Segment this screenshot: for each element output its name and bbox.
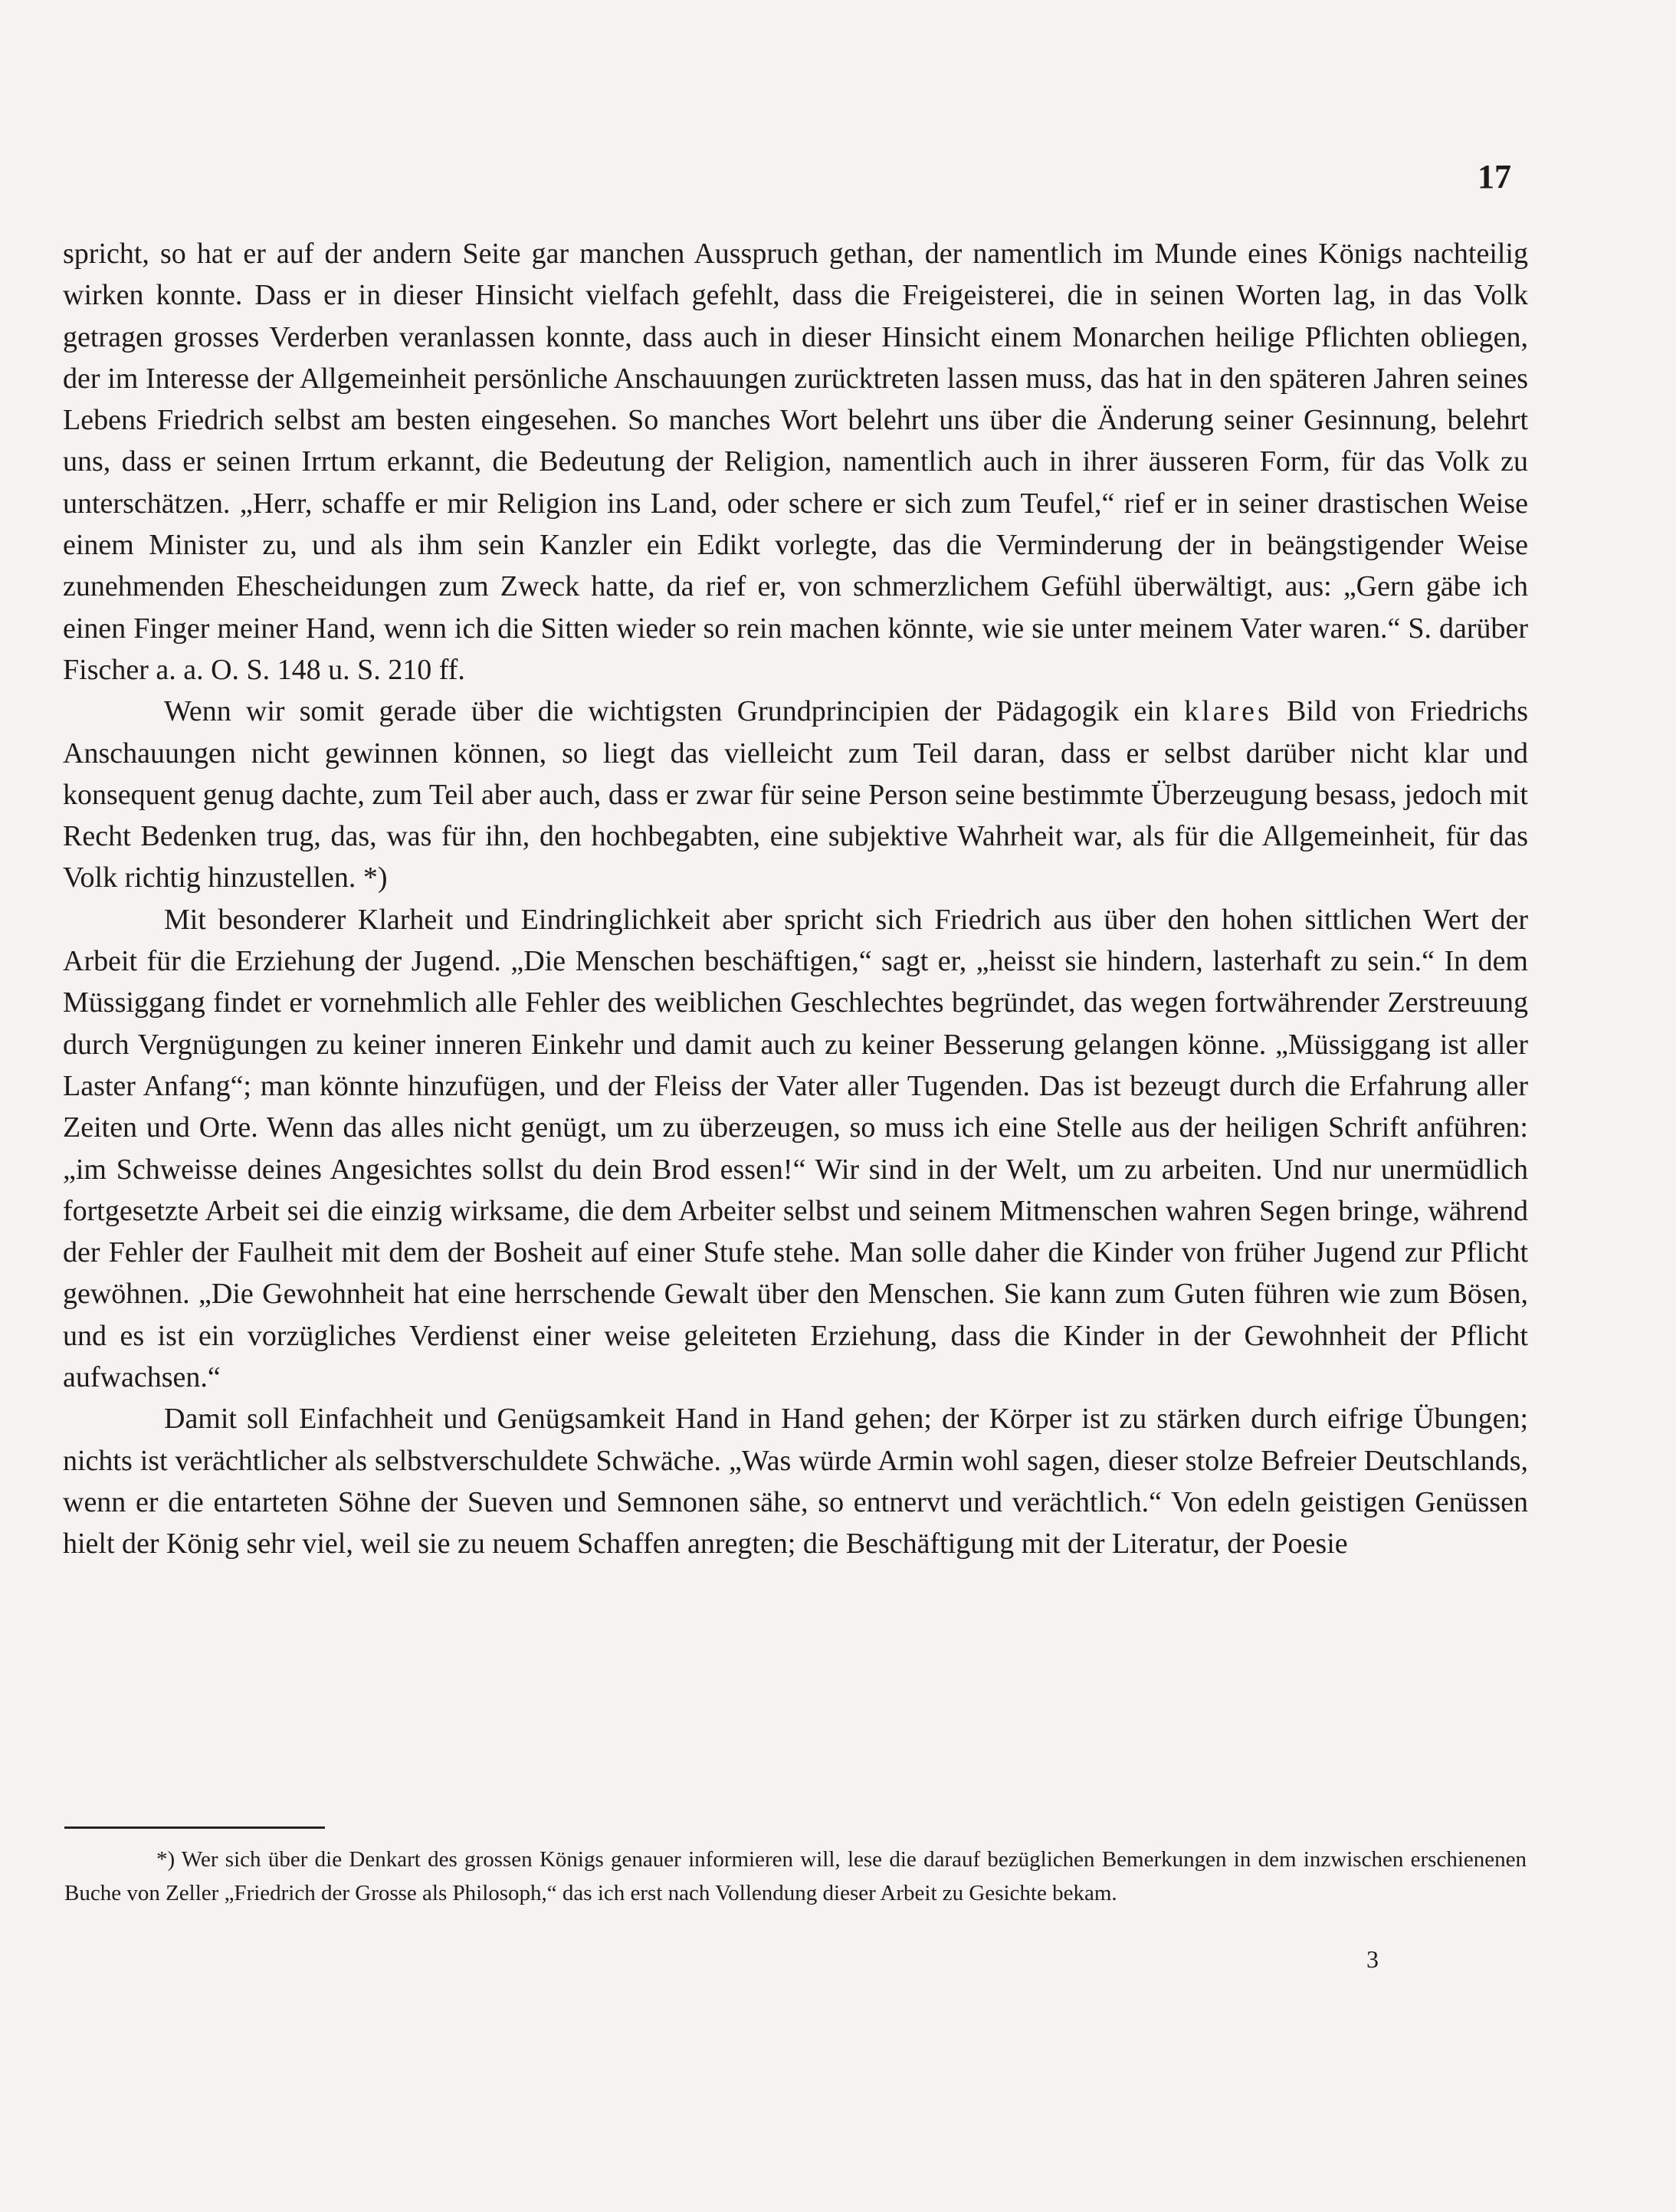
paragraph-2-text-before: Wenn wir somit gerade über die wichtigsten Grundprincipien der Pädagogik ein (164, 695, 1185, 728)
paragraph-3: Mit besonderer Klarheit und Eindringlichkeit aber spricht sich Friedrich aus über den hohen sittlichen Wert der Arbeit für die Erziehung der Jugend. „Die Menschen beschäftigen,“ sagt er, „heisst sie hindern, lasterhaft zu sein.“ In dem Müssiggang findet er vornehmlich alle Fehler des weiblichen Geschlechtes begründet, das wegen fortwährender Zerstreuung durch Vergnügungen zu keiner inneren Einkehr und damit auch zu keiner Besserung gelangen könne. „Müssiggang ist aller Laster Anfang“; man könnte hinzufügen, und der Fleiss der Vater aller Tugenden. Das ist bezeugt durch die Erfahrung aller Zeiten und Orte. Wenn das alles nicht genügt, um zu überzeugen, so muss ich eine Stelle aus der heiligen Schrift anführen: „im Schweisse deines Angesichtes sollst du dein Brod essen!“ Wir sind in der Welt, um zu arbeiten. Und nur unermüdlich fortgesetzte Arbeit sei die einzig wirksame, die dem Arbeiter selbst und seinem Mitmenschen wahren Segen bringe, während der Fehler der Faulheit mit dem der Bosheit auf einer Stufe stehe. Man solle daher die Kinder von früher Jugend zur Pflicht gewöhnen. „Die Gewohnheit hat eine herrschende Gewalt über den Menschen. Sie kann zum Guten führen wie zum Bösen, und es ist ein vorzügliches Verdienst einer weise geleiteten Erziehung, dass die Kinder in der Gewohnheit der Pflicht aufwachsen.“ (63, 903, 1528, 1394)
signature-mark: 3 (1366, 1945, 1379, 1973)
paragraph-4: Damit soll Einfachheit und Genügsamkeit Hand in Hand gehen; der Körper ist zu stärken durch eifrige Übungen; nichts ist verächtlicher als selbstverschuldete Schwäche. „Was würde Armin wohl sagen, dieser stolze Befreier Deutschlands, wenn er die entarteten Söhne der Sueven und Semnonen sähe, so entnervt und verächtlich.“ Von edeln geistigen Genüssen hielt der König sehr viel, weil sie zu neuem Schaffen anregten; die Beschäftigung mit der Literatur, der Poesie (63, 1403, 1528, 1561)
paragraph-1: spricht, so hat er auf der andern Seite gar manchen Ausspruch gethan, der namentlich im Munde eines Königs nachteilig wirken konnte. Dass er in dieser Hinsicht vielfach gefehlt, dass die Freigeisterei, die in seinen Worten lag, in das Volk getragen grosses Verderben veranlassen konnte, dass auch in dieser Hinsicht einem Monarchen heilige Pflichten obliegen, der im Interesse der Allgemeinheit persönliche Anschauungen zurücktreten lassen muss, das hat in den späteren Jahren seines Lebens Friedrich selbst am besten eingesehen. So manches Wort belehrt uns über die Änderung seiner Gesinnung, belehrt uns, dass er seinen Irrtum erkannt, die Bedeutung der Religion, namentlich auch in ihrer äusseren Form, für das Volk zu unterschätzen. „Herr, schaffe er mir Religion ins Land, oder schere er sich zum Teufel,“ rief er in seiner drastischen Weise einem Minister zu, und als ihm sein Kanzler ein Edikt vorlegte, das die Verminderung der in beängstigender Weise zunehmenden Ehescheidungen zum Zweck hatte, da rief er, von schmerzlichem Gefühl überwältigt, aus: „Gern gäbe ich einen Finger meiner Hand, wenn ich die Sitten wieder so rein machen könnte, wie sie unter meinem Vater waren.“ S. darüber Fischer a. a. O. S. 148 u. S. 210 ff. (63, 238, 1528, 686)
emphasized-word: klares (1184, 695, 1272, 728)
paragraph-2 (63, 691, 1528, 898)
body-text (63, 233, 1528, 1565)
footnote-divider (64, 1826, 325, 1829)
page-number: 17 (1478, 158, 1511, 195)
paragraph-2-text-after: Bild von Friedrichs Anschauungen nicht gewinnen können, so liegt das vielleicht zum Teil daran, dass er selbst darüber nicht klar und konsequent genug dachte, zum Teil aber auch, dass er zwar für seine Person seine bestimmte Überzeugung besass, jedoch mit Recht Bedenken trug, das, was für ihn, den hochbegabten, eine subjektive Wahrheit war, als für die Allgemeinheit, für das Volk richtig hinzustellen. *) (63, 695, 1528, 894)
footnote: *) Wer sich über die Denkart des grossen Königs genauer informieren will, lese die darauf bezüglichen Bemerkungen in dem inzwischen erschienenen Buche von Zeller „Friedrich der Grosse als Philosoph,“ das ich erst nach Vollendung dieser Arbeit zu Gesichte bekam. (64, 1847, 1527, 1905)
